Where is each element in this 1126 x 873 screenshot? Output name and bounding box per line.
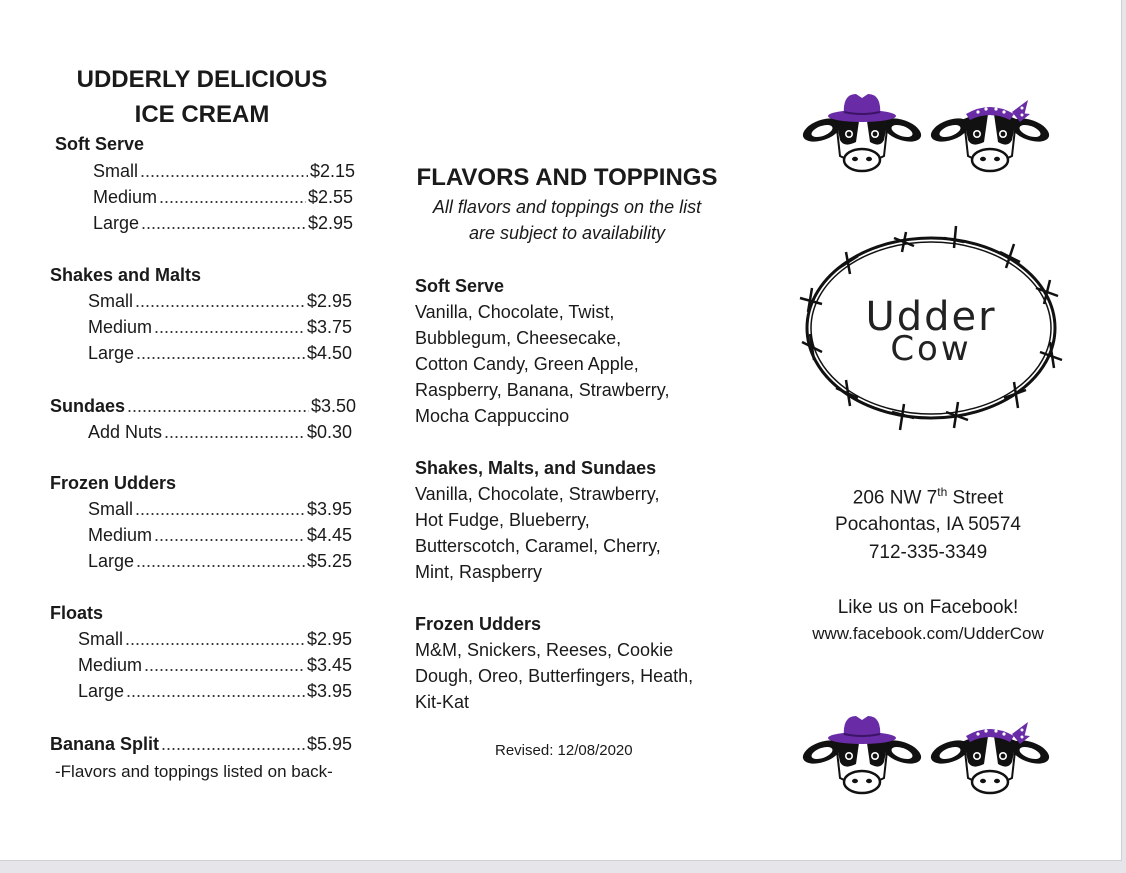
cow-with-hat-icon	[800, 94, 924, 171]
leader-dots	[136, 551, 305, 572]
street-address	[778, 485, 1078, 509]
leader-dots	[135, 499, 305, 520]
item-name: Medium	[78, 655, 143, 675]
flavor-line: Mocha Cappuccino	[415, 406, 570, 426]
logo-text-line2: Cow	[890, 329, 972, 369]
item-name: Large	[88, 551, 135, 571]
flavor-line: Cotton Candy, Green Apple,	[415, 354, 639, 374]
price-row	[88, 343, 352, 364]
frozen-udders-heading: Frozen Udders	[50, 473, 177, 493]
flavor-list	[415, 481, 661, 585]
revised-date: Revised: 12/08/2020	[495, 742, 633, 759]
menu-title-line1: UDDERLY DELICIOUS	[76, 66, 328, 93]
item-name: Medium	[88, 525, 153, 545]
cow-with-bandana-icon	[928, 100, 1052, 171]
item-name: Large	[93, 213, 140, 233]
leader-dots	[164, 422, 305, 443]
price-row	[93, 187, 353, 208]
item-name: Medium	[93, 187, 158, 207]
flavor-shakes-heading: Shakes, Malts, and Sundaes	[415, 458, 657, 478]
item-price: $0.30	[306, 422, 352, 442]
flavor-line: Bubblegum, Cheesecake,	[415, 328, 622, 348]
address-text: 206 NW 7	[852, 487, 938, 509]
price-row	[78, 629, 352, 650]
item-price: $2.15	[309, 161, 355, 181]
leader-dots	[141, 213, 306, 234]
flavor-line: Vanilla, Chocolate, Strawberry,	[415, 484, 660, 504]
cow-with-bandana-icon	[928, 722, 1052, 793]
leader-dots	[161, 734, 305, 755]
leader-dots	[126, 681, 305, 702]
price-row	[93, 161, 355, 182]
leader-dots	[127, 396, 309, 417]
soft-serve-heading: Soft Serve	[55, 134, 145, 154]
leader-dots	[144, 655, 305, 676]
flavor-line: Kit-Kat	[415, 692, 470, 712]
back-footnote: -Flavors and toppings listed on back-	[55, 762, 333, 781]
item-price: $3.95	[306, 499, 352, 519]
item-price: $5.95	[306, 734, 352, 754]
item-price: $2.95	[307, 213, 353, 233]
cow-with-hat-icon	[800, 716, 924, 793]
price-row	[78, 681, 352, 702]
item-name: Small	[88, 499, 134, 519]
leader-dots	[154, 525, 305, 546]
item-name: Medium	[88, 317, 153, 337]
flavor-line: Raspberry, Banana, Strawberry,	[415, 380, 670, 400]
flavor-frozen-heading: Frozen Udders	[415, 614, 542, 634]
logo-text-line1: Udder	[865, 294, 997, 340]
cow-pair-bottom	[800, 684, 1060, 802]
address-superscript: th	[937, 485, 948, 499]
item-name: Large	[78, 681, 125, 701]
banana-split-heading: Banana Split	[50, 734, 160, 754]
phone-number: 712-335-3349	[868, 542, 988, 563]
facebook-cta: Like us on Facebook!	[837, 597, 1019, 618]
flavor-line: Hot Fudge, Blueberry,	[415, 510, 590, 530]
item-price: $2.95	[306, 629, 352, 649]
item-name: Large	[88, 343, 135, 363]
price-row	[50, 396, 356, 417]
item-price: $3.75	[306, 317, 352, 337]
item-price: $4.50	[306, 343, 352, 363]
item-name: Add Nuts	[88, 422, 163, 442]
flavors-title: FLAVORS AND TOPPINGS	[416, 164, 718, 191]
leader-dots	[154, 317, 305, 338]
price-row	[93, 213, 353, 234]
item-price: $3.50	[310, 396, 356, 416]
item-price: $3.95	[306, 681, 352, 701]
barbed-wire-wreath-icon	[796, 212, 1066, 442]
item-name: Small	[88, 291, 134, 311]
price-row	[78, 655, 352, 676]
item-price: $2.55	[307, 187, 353, 207]
item-price: $4.45	[306, 525, 352, 545]
flavor-list	[415, 637, 693, 715]
city-state-zip: Pocahontas, IA 50574	[835, 514, 1021, 535]
sundaes-heading: Sundaes	[50, 396, 126, 416]
price-row	[88, 525, 352, 546]
shakes-heading: Shakes and Malts	[50, 265, 202, 285]
address-text: Street	[947, 487, 1004, 509]
leader-dots	[136, 343, 305, 364]
udder-cow-logo	[796, 212, 1066, 442]
price-row	[88, 551, 352, 572]
flavor-line: Butterscotch, Caramel, Cherry,	[415, 536, 661, 556]
item-price: $2.95	[306, 291, 352, 311]
price-row	[50, 734, 352, 755]
flavor-line: Dough, Oreo, Butterfingers, Heath,	[415, 666, 694, 686]
leader-dots	[135, 291, 305, 312]
flavor-list	[415, 299, 669, 429]
leader-dots	[125, 629, 305, 650]
flavor-line: Vanilla, Chocolate, Twist,	[415, 302, 615, 322]
availability-note-line1: All flavors and toppings on the list	[432, 197, 702, 217]
price-row	[88, 291, 352, 312]
price-row	[88, 317, 352, 338]
floats-heading: Floats	[50, 603, 104, 623]
item-name: Small	[78, 629, 124, 649]
price-row	[88, 422, 352, 443]
flavor-line: Mint, Raspberry	[415, 562, 543, 582]
flavor-line: M&M, Snickers, Reeses, Cookie	[415, 640, 674, 660]
flavor-soft-serve-heading: Soft Serve	[415, 276, 505, 296]
menu-title-line2: ICE CREAM	[134, 101, 270, 128]
item-price: $3.45	[306, 655, 352, 675]
leader-dots	[159, 187, 306, 208]
item-name: Small	[93, 161, 139, 181]
price-row	[88, 499, 352, 520]
facebook-link[interactable]: www.facebook.com/UdderCow	[812, 624, 1044, 643]
item-price: $5.25	[306, 551, 352, 571]
cow-pair-top	[800, 62, 1060, 180]
leader-dots	[140, 161, 308, 182]
availability-note-line2: are subject to availability	[468, 223, 666, 243]
